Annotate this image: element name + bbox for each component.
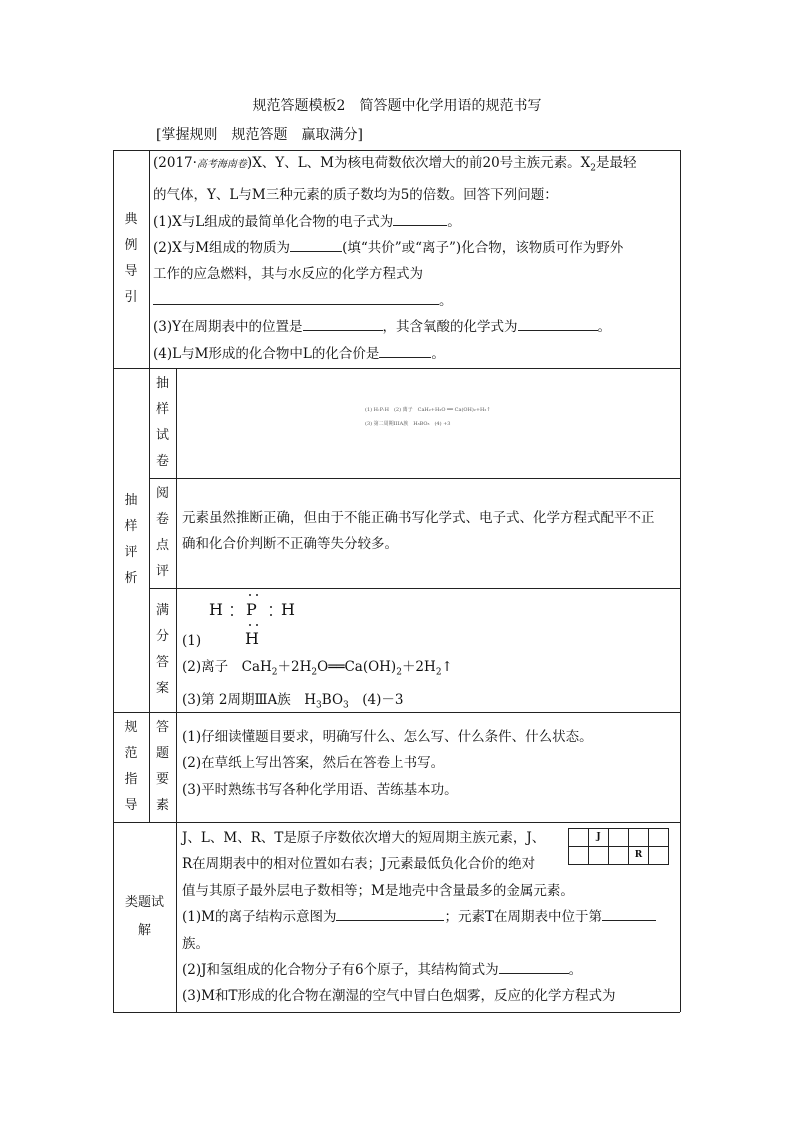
atom-h: H xyxy=(209,600,223,619)
answer-blank xyxy=(499,959,569,974)
answer-blank xyxy=(379,343,431,358)
answer-blank xyxy=(336,906,444,921)
page-subtitle: [掌握规则 规范答题 赢取满分] xyxy=(156,127,363,143)
section-label-guide: 规 范 指 导 xyxy=(124,720,138,813)
answer-blank xyxy=(393,211,447,226)
practice-content: J、L、M、R、T是原子序数依次增大的短周期主族元素，J、 R在周期表中的相对位置如右表；J元素最低负化合价的绝对 值与其原子最外层电子数相等；M是地壳中含量最多的金属元素。 (1)M的离子结构示意图为 ；元素T在周期表中位于第 族。 (2)J和氢组成的化合物分子有6个原子，其结构简式为 。 (3)M和T形成的化合物在潮湿的空气中冒白色烟雾，反应的化学方程式为 xyxy=(182,825,676,1010)
periodic-table-fragment xyxy=(568,828,668,868)
list-item: (1)仔细读懂题目要求，明确写什么、怎么写、什么条件、什么状态。 xyxy=(182,729,593,745)
answer-blank xyxy=(602,906,656,921)
row-divider xyxy=(149,478,680,479)
template-table xyxy=(113,150,680,1012)
table-border-bottom xyxy=(113,1012,680,1013)
row-divider xyxy=(113,822,680,823)
atom-h: H xyxy=(281,600,295,619)
full-answer: (1) (2)离子 $CaH_2+2H_2O══Ca(OH)_2+2H_2↑$ (3)第 2周期ⅢA族 $H_3BO_3$ (4)－3 xyxy=(182,633,453,711)
page-title: 规范答题模板2 简答题中化学用语的规范书写 xyxy=(252,98,542,114)
table-border-right xyxy=(680,150,681,1012)
atom-p: P xyxy=(246,600,257,619)
row-divider xyxy=(113,368,680,369)
sublabel-sample-paper: 抽 样 试 卷 xyxy=(155,376,169,469)
sample-paper-image: (1) H:P:H (2) 离子 CaH₂+H₂O ══ Ca(OH)₂+H₂↑ (3) 第二周期IIIA族 H₃BO₃ (4) +3 xyxy=(365,407,491,427)
section-label-sampling: 抽 样 评 析 xyxy=(124,493,138,586)
answer-blank xyxy=(153,290,439,305)
example-content: (2017·高考海南卷)X、Y、L、M为核电荷数依次增大的前20号主族元素。$X_2$是最轻 的气体，Y、L与M三种元素的质子数均为5的倍数。回答下列问题： (1)X与L组成的最简单化合物的电子式为 。 (2)X与M组成的物质为 (填“共价”或“离子”)化合物，该物质可作为野外 工作的应急燃料，其与水反应的化学方程式为 。 (3)Y在周期表中的位置是 ，其含氧酸的化学式为 。 (4)L与M形成的化合物中L的化合价是 。 xyxy=(153,155,637,362)
list-item: (3)平时熟练书写各种化学用语、苦练基本功。 xyxy=(182,781,458,798)
col-divider xyxy=(149,150,150,368)
table-cell-j: J xyxy=(588,828,609,847)
section-label-example: 典 例 导 引 xyxy=(124,212,138,305)
guide-items xyxy=(182,724,672,803)
sublabel-answer-elements: 答 题 要 素 xyxy=(155,720,169,813)
review-comment: 元素虽然推断正确，但由于不能正确书写化学式、电子式、化学方程式配平不正 确和化合价判断不正确等失分较多。 xyxy=(182,510,655,553)
section-label-practice: 类题试 解 xyxy=(124,895,164,938)
atom-h: H xyxy=(245,629,259,648)
table-cell-r: R xyxy=(628,846,649,865)
sublabel-review: 阅 卷 点 评 xyxy=(155,486,169,579)
sublabel-full-answer: 满 分 答 案 xyxy=(155,603,169,696)
col-divider xyxy=(176,368,177,822)
answer-blank xyxy=(303,316,383,331)
exam-source: 高考海南卷 xyxy=(196,159,247,170)
col-divider xyxy=(176,822,177,1012)
answer-blank xyxy=(518,316,598,331)
list-item: (2)在草纸上写出答案，然后在答卷上书写。 xyxy=(182,755,445,772)
row-divider xyxy=(149,588,680,589)
answer-blank xyxy=(290,237,342,252)
